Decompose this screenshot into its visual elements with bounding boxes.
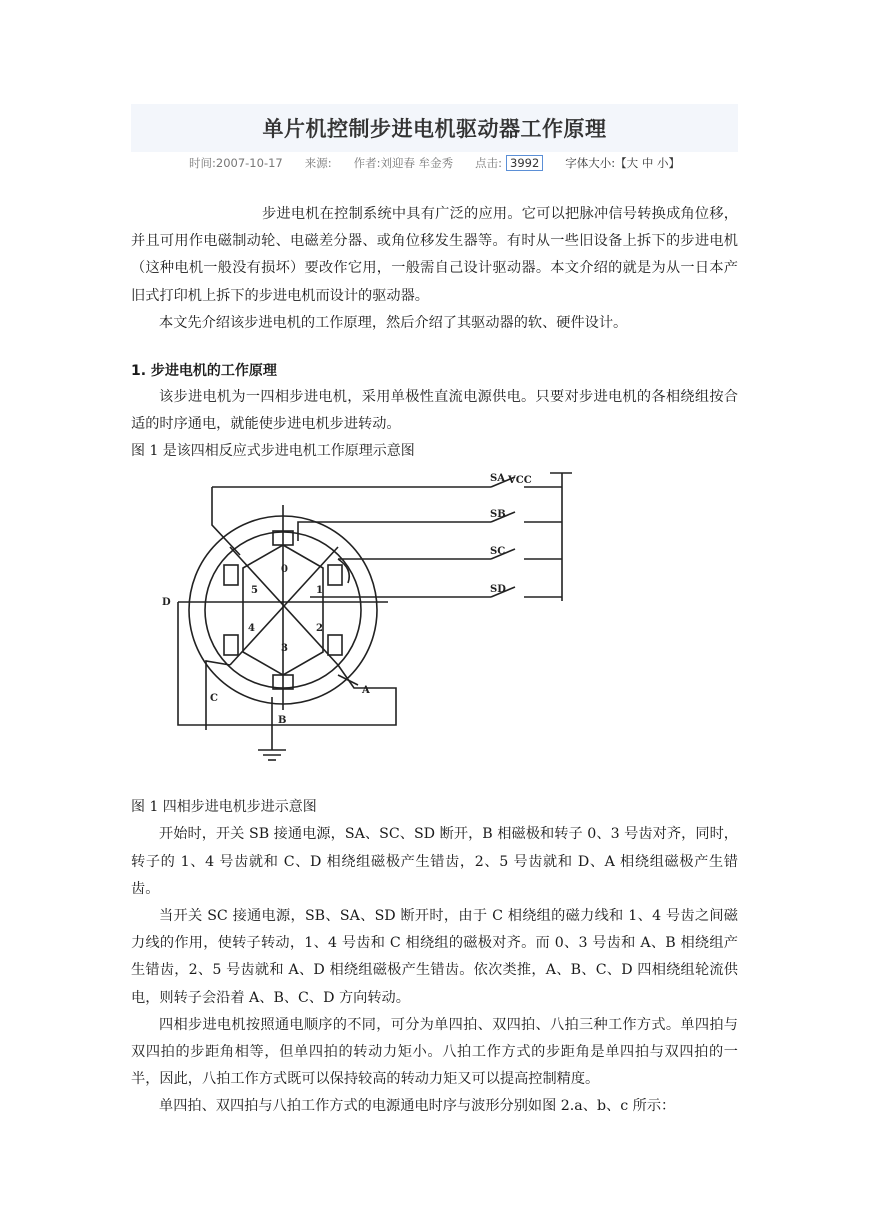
article-title: 单片机控制步进电机驱动器工作原理 <box>262 117 607 141</box>
phase-label-a: A <box>362 685 370 697</box>
article-meta <box>131 152 738 174</box>
phase-label-b: B <box>278 715 287 727</box>
tooth-label-0: 0 <box>281 564 288 576</box>
meta-author: 作者:刘迎春 牟金秀 <box>353 156 454 170</box>
title-bar <box>131 104 738 152</box>
vcc-label: VCC <box>508 475 532 487</box>
tooth-label-4: 4 <box>248 623 255 635</box>
stepper-motor-diagram <box>131 465 738 791</box>
tooth-label-3: 3 <box>281 643 288 655</box>
article <box>131 104 738 1121</box>
font-size-selector[interactable]: 字体大小:【大 中 小】 <box>565 156 680 170</box>
meta-clicks-label: 点击: <box>475 156 503 170</box>
figure-intro: 图 1 是该四相反应式步进电机工作原理示意图 <box>131 443 415 460</box>
tooth-label-2: 2 <box>316 623 323 635</box>
section-heading: 1. 步进电机的工作原理 <box>131 363 277 380</box>
meta-time: 时间:2007-10-17 <box>189 156 283 170</box>
tooth-label-1: 1 <box>316 585 323 597</box>
switch-label-d: SD <box>490 584 506 596</box>
body-paragraph-2: 当开关 SC 接通电源，SB、SA、SD 断开时，由于 C 相绕组的磁力线和 1、4 号齿之间磁力线的作用，使转子转动，1、4 号齿和 C 相绕组的磁极对齐。而 0、3 号齿和 A、B 相绕组产生错齿，2、5 号齿就和 A、D 相绕组磁极产生错齿。依次类推，A、B、C、D 四相绕组轮流供电，则转子会沿着 A、B、C、D 方向转动。 <box>131 908 738 1006</box>
motor-schematic <box>158 465 608 791</box>
intro-paragraph-2: 本文先介绍该步进电机的工作原理，然后介绍了其驱动器的软、硬件设计。 <box>159 314 628 331</box>
intro-paragraph-1: 步进电机在控制系统中具有广泛的应用。它可以把脉冲信号转换成角位移，并且可用作电磁制动轮、电磁差分器、或角位移发生器等。有时从一些旧设备上拆下的步进电机（这种电机一般没有损坏）要改作它用，一般需自己设计驱动器。本文介绍的就是为从一日本产旧式打印机上拆下的步进电机而设计的驱动器。 <box>131 206 738 304</box>
switch-label-b: SB <box>490 509 506 521</box>
switch-label-a: SA <box>490 473 505 485</box>
figure-caption: 图 1 四相步进电机步进示意图 <box>131 799 317 816</box>
body-paragraph-4: 单四拍、双四拍与八拍工作方式的电源通电时序与波形分别如图 2.a、b、c 所示： <box>159 1098 676 1115</box>
phase-label-d: D <box>162 597 171 609</box>
body-paragraph-1: 开始时，开关 SB 接通电源，SA、SC、SD 断开，B 相磁极和转子 0、3 号齿对齐，同时，转子的 1、4 号齿就和 C、D 相绕组磁极产生错齿，2、5 号齿就和 D、A 相绕组磁极产生错齿。 <box>131 826 738 897</box>
section-paragraph: 该步进电机为一四相步进电机，采用单极性直流电源供电。只要对步进电机的各相绕组按合适的时序通电，就能使步进电机步进转动。 <box>131 389 738 433</box>
tooth-label-5: 5 <box>251 585 258 597</box>
phase-label-c: C <box>210 693 218 705</box>
click-count-box: 3992 <box>506 155 543 171</box>
switch-label-c: SC <box>490 546 506 558</box>
body-paragraph-3: 四相步进电机按照通电顺序的不同，可分为单四拍、双四拍、八拍三种工作方式。单四拍与双四拍的步距角相等，但单四拍的转动力矩小。八拍工作方式的步距角是单四拍与双四拍的一半，因此，八拍工作方式既可以保持较高的转动力矩又可以提高控制精度。 <box>131 1016 738 1088</box>
meta-source: 来源: <box>304 156 332 170</box>
